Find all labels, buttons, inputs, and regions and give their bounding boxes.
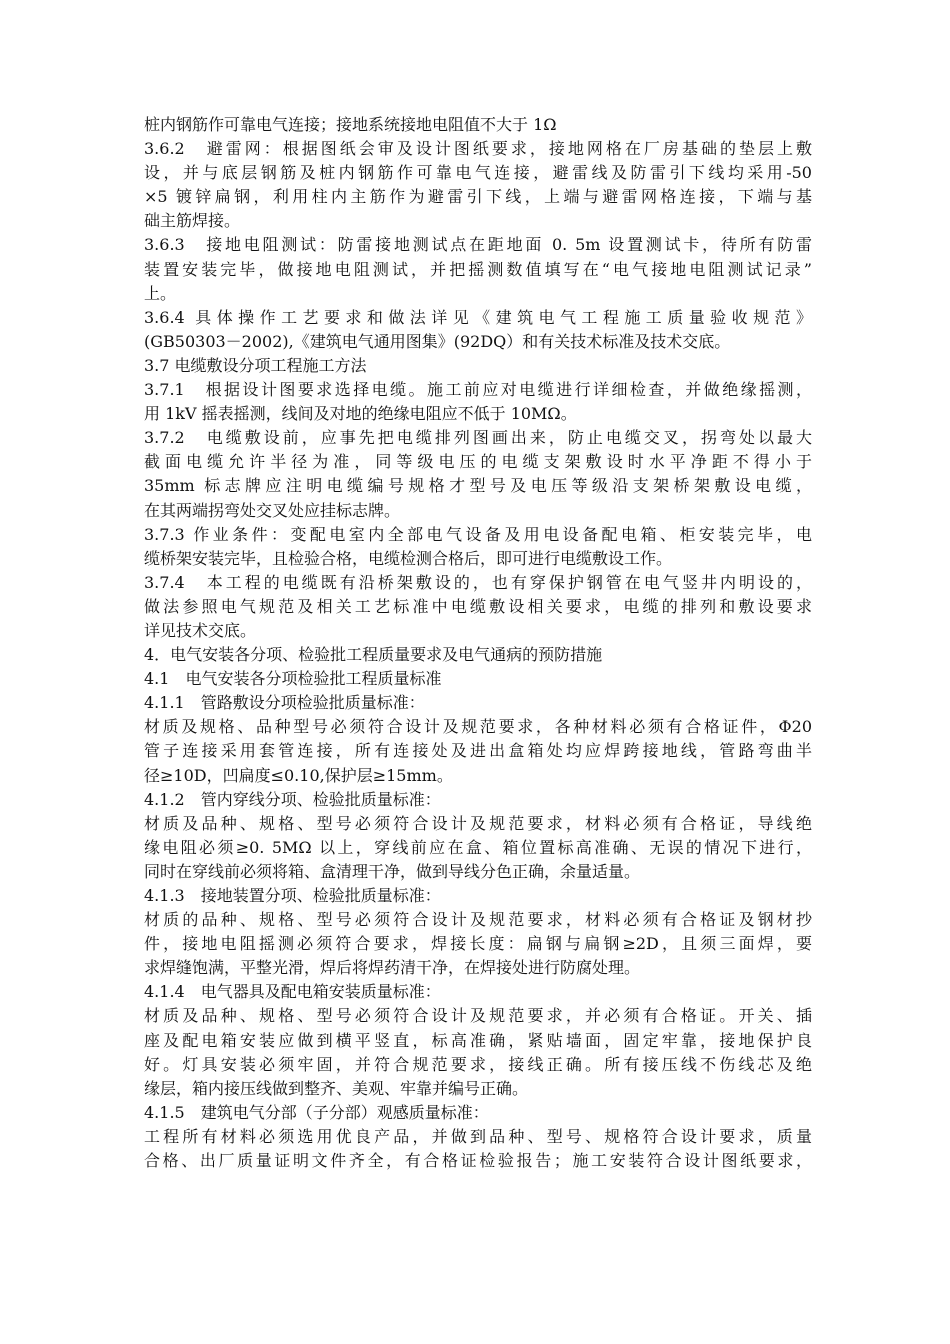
text-line: 3.7.4 本工程的电缆既有沿桥架敷设的，也有穿保护钢管在电气竖井内明设的， xyxy=(144,572,812,592)
text-line: 材质的品种、规格、型号必须符合设计及规范要求，材料必须有合格证及钢材抄 xyxy=(144,910,812,930)
text-line: 4.1 电气安装各分项检验批工程质量标准 xyxy=(144,669,442,689)
text-line: 在其两端拐弯处交叉处应挂标志牌。 xyxy=(144,500,401,520)
text-line: 4.1.3 接地装置分项、检验批质量标准： xyxy=(144,886,441,905)
text-line: 管子连接采用套管连接，所有连接处及进出盒箱处均应焊跨接地线，管路弯曲半 xyxy=(144,741,812,761)
text-line: 用 1kV 摇表摇测，线间及对地的绝缘电阻应不低于 10MΩ。 xyxy=(144,404,577,424)
text-line: 3.6.2 避雷网：根据图纸会审及设计图纸要求，接地网格在厂房基础的垫层上敷 xyxy=(144,139,812,159)
text-line: 4.1.5 建筑电气分部（子分部）观感质量标准： xyxy=(144,1102,489,1122)
text-line: 座及配电箱安装应做到横平竖直，标高准确，紧贴墙面，固定牢靠，接地保护良 xyxy=(144,1030,812,1050)
text-line: ×5 镀锌扁钢，利用柱内主筋作为避雷引下线，上端与避雷网格连接，下端与基 xyxy=(144,187,812,207)
text-line: 4.1.1 管路敷设分项检验批质量标准： xyxy=(144,693,425,713)
text-line: 缘层，箱内接压线做到整齐、美观、牢靠并编号正确。 xyxy=(144,1078,529,1098)
text-line: 4.1.2 管内穿线分项、检验批质量标准： xyxy=(144,789,441,809)
text-line: 同时在穿线前必须将箱、盒清理干净，做到导线分色正确，余量适量。 xyxy=(144,861,641,881)
text-line: 截面电缆允许半径为准，同等级电压的电缆支架敷设时水平净距不得小于 xyxy=(144,452,812,472)
text-line: 材质及品种、规格、型号必须符合设计及规范要求，材料必须有合格证，导线绝 xyxy=(144,813,812,833)
text-line: 3.7.3 作业条件：变配电室内全部电气设备及用电设备配电箱、柜安装完毕，电 xyxy=(144,524,812,544)
text-line: 35mm 标志牌应注明电缆编号规格才型号及电压等级沿支架桥架敷设电缆， xyxy=(144,476,812,496)
text-line: 详见技术交底。 xyxy=(144,620,257,640)
text-line: 础主筋焊接。 xyxy=(144,211,241,231)
text-line: 4．电气安装各分项、检验批工程质量要求及电气通病的预防措施 xyxy=(144,645,603,665)
text-line: 4.1.4 电气器具及配电箱安装质量标准： xyxy=(144,982,441,1002)
text-line: 求焊缝饱满，平整光滑，焊后将焊药清干净，在焊接处进行防腐处理。 xyxy=(144,958,641,978)
text-line: 合格、出厂质量证明文件齐全，有合格证检验报告；施工安装符合设计图纸要求， xyxy=(144,1151,812,1171)
text-line: 3.7 电缆敷设分项工程施工方法 xyxy=(144,355,367,375)
text-line: 材质及品种、规格、型号必须符合设计及规范要求，并必须有合格证。开关、插 xyxy=(144,1006,812,1026)
text-line: 3.7.1 根据设计图要求选择电缆。施工前应对电缆进行详细检查，并做绝缘摇测， xyxy=(144,380,812,400)
text-line: 缆桥架安装完毕，且检验合格，电缆检测合格后，即可进行电缆敷设工作。 xyxy=(144,548,673,568)
text-line: 好。灯具安装必须牢固，并符合规范要求，接线正确。所有接压线不伤线芯及绝 xyxy=(144,1054,812,1074)
text-line: 3.6.4 具体操作工艺要求和做法详见《建筑电气工程施工质量验收规范》 xyxy=(144,307,812,327)
text-line: 缘电阻必须≥0. 5MΩ 以上，穿线前应在盒、箱位置标高准确、无误的情况下进行， xyxy=(144,837,812,857)
text-line: 工程所有材料必须选用优良产品，并做到品种、型号、规格符合设计要求，质量 xyxy=(144,1126,812,1146)
text-line: 3.7.2 电缆敷设前，应事先把电缆排列图画出来，防止电缆交叉，拐弯处以最大 xyxy=(144,428,812,448)
text-line: 件，接地电阻摇测必须符合要求，焊接长度：扁钢与扁钢≥2D，且须三面焊，要 xyxy=(144,934,812,954)
text-line: 装置安装完毕，做接地电阻测试，并把摇测数值填写在“电气接地电阻测试记录” xyxy=(144,259,812,279)
text-line: 材质及规格、品种型号必须符合设计及规范要求，各种材料必须有合格证件，Φ20 xyxy=(144,717,812,737)
text-line: (GB50303－2002),《建筑电气通用图集》(92DQ）和有关技术标准及技术交底。 xyxy=(144,331,731,351)
text-line: 桩内钢筋作可靠电气连接；接地系统接地电阻值不大于 1Ω xyxy=(144,115,557,134)
text-line: 3.6.3 接地电阻测试：防雷接地测试点在距地面 0. 5m 设置测试卡，待所有防雷 xyxy=(144,235,812,255)
text-line: 做法参照电气规范及相关工艺标准中电缆敷设相关要求，电缆的排列和敷设要求 xyxy=(144,596,812,616)
text-line: 上。 xyxy=(144,283,177,303)
document-body xyxy=(144,113,812,1173)
text-line: 设，并与底层钢筋及桩内钢筋作可靠电气连接，避雷线及防雷引下线均采用-50 xyxy=(144,163,812,183)
text-line: 径≥10D，凹扁度≤0.10,保护层≥15mm。 xyxy=(144,765,453,785)
